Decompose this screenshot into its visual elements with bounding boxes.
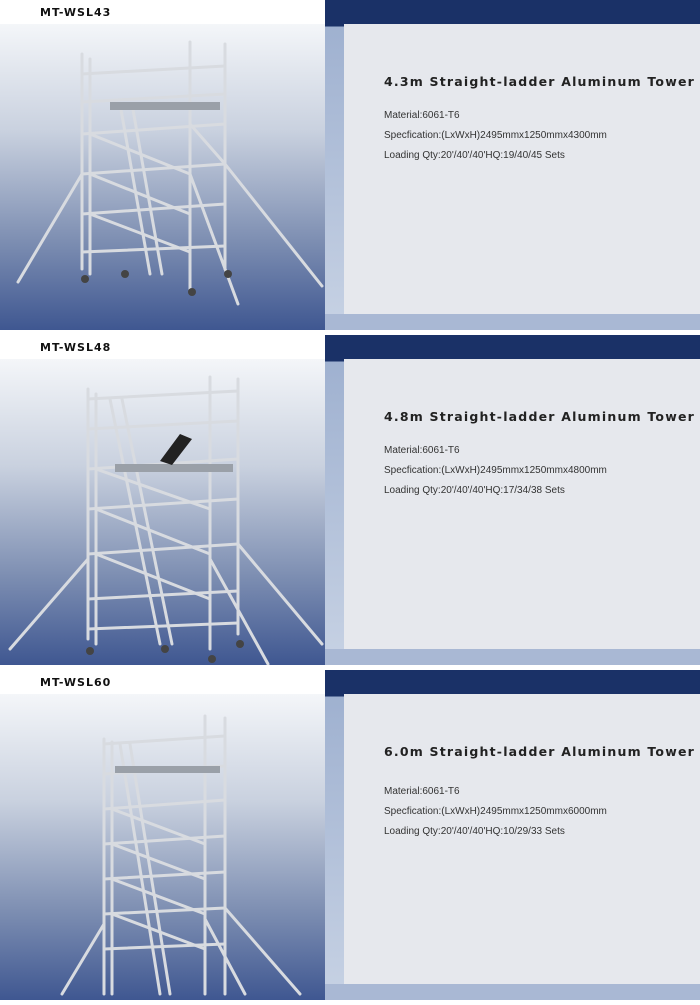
scaffold-tower-illustration: [0, 359, 325, 665]
footer-band: [325, 314, 700, 330]
loading-text: Loading Qty:20'/40'/40'HQ:17/34/38 Sets: [384, 485, 565, 496]
header-band: [344, 335, 700, 359]
decorative-stripe: [325, 0, 344, 330]
decorative-stripe: [325, 670, 344, 1000]
product-title: 6.0m Straight-ladder Aluminum Tower: [384, 744, 695, 759]
product-photo: [0, 24, 325, 330]
material-text: Material:6061-T6: [384, 786, 460, 797]
product-photo: [0, 694, 325, 1000]
footer-band: [325, 649, 700, 665]
header-band: [344, 670, 700, 694]
product-section-wsl48: [0, 335, 700, 670]
spec-panel: [344, 359, 700, 649]
material-text: Material:6061-T6: [384, 445, 460, 456]
scaffold-tower-illustration: [0, 24, 325, 330]
model-label: MT-WSL60: [0, 670, 325, 694]
spec-panel: [344, 24, 700, 314]
product-photo: [0, 359, 325, 665]
product-section-wsl60: [0, 670, 700, 1005]
decorative-stripe: [325, 335, 344, 665]
product-title: 4.3m Straight-ladder Aluminum Tower: [384, 74, 695, 89]
scaffold-tower-illustration: [0, 694, 325, 1000]
specification-text: Specfication:(LxWxH)2495mmx1250mmx6000mm: [384, 806, 607, 817]
product-section-wsl43: [0, 0, 700, 335]
footer-band: [325, 984, 700, 1000]
loading-text: Loading Qty:20'/40'/40'HQ:19/40/45 Sets: [384, 150, 565, 161]
material-text: Material:6061-T6: [384, 110, 460, 121]
product-title: 4.8m Straight-ladder Aluminum Tower: [384, 409, 695, 424]
header-band: [344, 0, 700, 24]
specification-text: Specfication:(LxWxH)2495mmx1250mmx4300mm: [384, 130, 607, 141]
model-label: MT-WSL43: [0, 0, 325, 24]
model-label: MT-WSL48: [0, 335, 325, 359]
loading-text: Loading Qty:20'/40'/40'HQ:10/29/33 Sets: [384, 826, 565, 837]
specification-text: Specfication:(LxWxH)2495mmx1250mmx4800mm: [384, 465, 607, 476]
spec-panel: [344, 694, 700, 984]
